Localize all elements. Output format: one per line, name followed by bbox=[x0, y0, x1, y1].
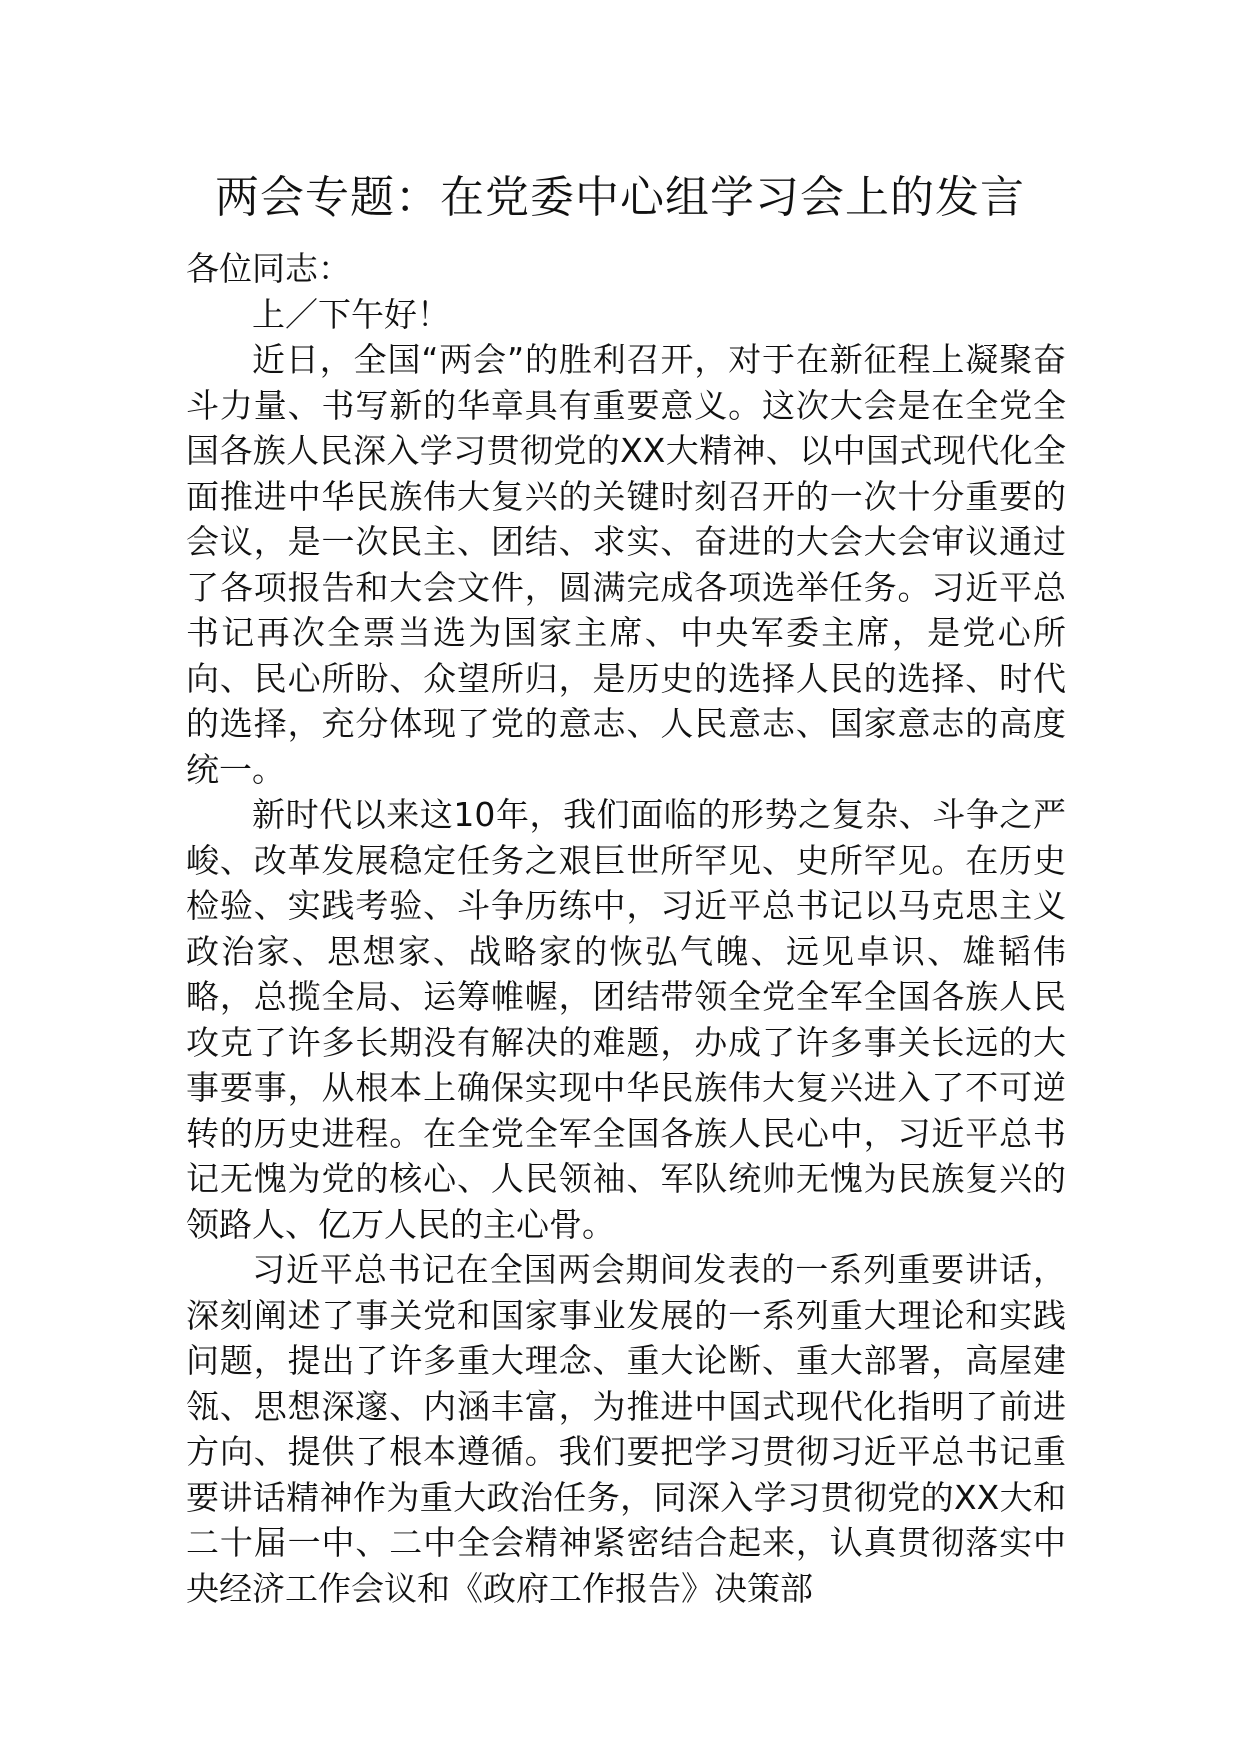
paragraph-1: 近日，全国“两会”的胜利召开，对于在新征程上凝聚奋斗力量、书写新的华章具有重要意义。这次大会是在全党全国各族人民深入学习贯彻党的XX大精神、以中国式现代化全面推进中华民族伟大复兴的关键时刻召开的一次十分重要的会议，是一次民主、团结、求实、奋进的大会大会审议通过了各项报告和大会文件，圆满完成各项选举任务。习近平总书记再次全票当选为国家主席、中央军委主席，是党心所向、民心所盼、众望所归，是历史的选择人民的选择、时代的选择，充分体现了党的意志、人民意志、国家意志的高度统一。 bbox=[186, 340, 1066, 789]
salutation: 各位同志： bbox=[186, 249, 351, 288]
document-body bbox=[186, 246, 1066, 1611]
greeting: 上／下午好！ bbox=[252, 294, 450, 334]
paragraph-3: 习近平总书记在全国两会期间发表的一系列重要讲话，深刻阐述了事关党和国家事业发展的一系列重大理论和实践问题，提出了许多重大理念、重大论断、重大部署，高屋建瓴、思想深邃、内涵丰富，为推进中国式现代化指明了前进方向、提供了根本遵循。我们要把学习贯彻习近平总书记重要讲话精神作为重大政治任务，同深入学习贯彻党的XX大和二十届一中、二中全会精神紧密结合起来，认真贯彻落实中央经济工作会议和《政府工作报告》决策部 bbox=[186, 1250, 1066, 1608]
paragraph-2: 新时代以来这10年，我们面临的形势之复杂、斗争之严峻、改革发展稳定任务之艰巨世所罕见、史所罕见。在历史检验、实践考验、斗争历练中，习近平总书记以马克思主义政治家、思想家、战略家的恢弘气魄、远见卓识、雄韬伟略，总揽全局、运筹帷幄，团结带领全党全军全国各族人民攻克了许多长期没有解决的难题，办成了许多事关长远的大事要事，从根本上确保实现中华民族伟大复兴进入了不可逆转的历史进程。在全党全军全国各族人民心中，习近平总书记无愧为党的核心、人民领袖、军队统帅无愧为民族复兴的领路人、亿万人民的主心骨。 bbox=[186, 795, 1066, 1244]
document-title: 两会专题：在党委中心组学习会上的发言 bbox=[215, 172, 1025, 223]
